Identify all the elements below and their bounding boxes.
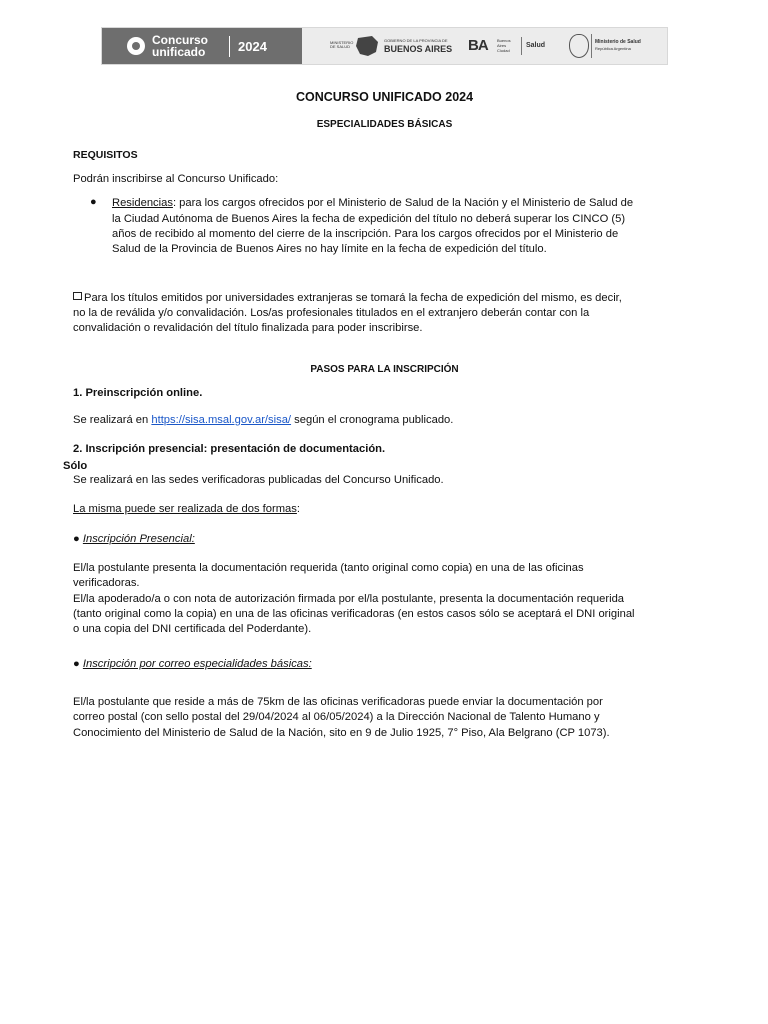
- pba-logo-bottom: BUENOS AIRES: [384, 44, 453, 54]
- bullet-icon: ●: [73, 533, 83, 545]
- nacion-logo-bottom: República Argentina: [595, 46, 631, 51]
- ba-logo: BA: [468, 37, 488, 54]
- pba-logo-top: GOBIERNO DE LA PROVINCIA DE: [384, 38, 448, 43]
- step1-pre: Se realizará en: [73, 414, 152, 426]
- extranjeros-text1: Para los títulos emitidos por universidades extranjeras se tomará la fecha de expedición del mismo, es decir,: [84, 292, 622, 304]
- ba-logo-sub3: Ciudad: [497, 48, 510, 53]
- checkbox-square-icon: [73, 292, 82, 300]
- step1-title: 1. Preinscripción online.: [73, 387, 203, 399]
- correo-heading-line: [73, 657, 696, 672]
- ministerio-salud-pba-logo: MINISTERIO DE SALUD: [330, 40, 354, 49]
- brand-year: 2024: [238, 39, 267, 54]
- step2-title: 2. Inscripción presencial: presentación de documentación.: [73, 443, 386, 455]
- correo-line1: El/la postulante que reside a más de 75km de las oficinas verificadoras puede enviar la documentación por: [73, 696, 603, 708]
- presencial-line2: verificadoras.: [73, 577, 140, 589]
- bullet-icon: ●: [73, 658, 83, 670]
- step2-text: Se realizará en las sedes verificadoras publicadas del Concurso Unificado.: [73, 474, 444, 486]
- correo-line2: correo postal (con sello postal del 29/04/2024 al 06/05/2024) a la Dirección Nacional de Talento Humano y: [73, 711, 600, 723]
- presencial-heading-line: [73, 532, 696, 547]
- formas-colon: :: [296, 503, 300, 515]
- nacion-logo-top: Ministerio de Salud: [595, 39, 641, 45]
- concurso-unificado-logo: [102, 28, 302, 64]
- brand-divider: [229, 36, 230, 57]
- extranjeros-line2: no la de reválida y/o convalidación. Los/as profesionales titulados en el extranjero deberán contar con la: [73, 307, 590, 319]
- step1-text: [73, 413, 696, 428]
- nacion-divider: [591, 34, 592, 58]
- header-banner: [101, 27, 668, 65]
- residencias-line1: [112, 196, 696, 211]
- formas-line: [73, 502, 696, 517]
- extranjeros-line3: convalidación o revalidación del título finalizada para poder inscribirse.: [73, 322, 423, 334]
- province-map-icon: [354, 34, 380, 58]
- brand-line2: unificado: [152, 45, 206, 59]
- page-title: CONCURSO UNIFICADO 2024: [295, 90, 474, 104]
- extranjeros-line1: [73, 291, 696, 306]
- ba-logo-sub1: Buenos: [497, 38, 511, 43]
- ba-divider: [521, 37, 522, 55]
- solo-label: Sólo: [63, 460, 88, 472]
- national-seal-icon: [569, 34, 589, 58]
- residencias-line4: Salud de la Provincia de Buenos Aires no hay límite en la fecha de expedición del título.: [112, 243, 547, 255]
- page-subtitle: ESPECIALIDADES BÁSICAS: [316, 119, 453, 130]
- requisitos-intro: Podrán inscribirse al Concurso Unificado:: [73, 173, 279, 185]
- brand-line1: Concurso: [152, 33, 209, 47]
- correo-line3: Conocimiento del Ministerio de Salud de la Nación, sito en 9 de Julio 1925, 7° Piso, Ala Belgrano (CP 1073).: [73, 727, 610, 739]
- residencias-label: Residencias: [112, 197, 173, 209]
- requisitos-heading: REQUISITOS: [73, 149, 138, 161]
- presencial-line3: El/la apoderado/a o con nota de autorización firmada por el/la postulante, presenta la documentación requerida: [73, 593, 625, 605]
- residencias-line3: años de recibido al momento del cierre de la inscripción. Para los cargos ofrecidos por el Ministerio de: [112, 228, 619, 240]
- correo-heading: Inscripción por correo especialidades básicas:: [82, 658, 312, 670]
- ba-salud-label: Salud: [526, 42, 546, 49]
- step1-post: según el cronograma publicado.: [291, 414, 454, 426]
- ba-logo-sub2: Aires: [497, 43, 507, 48]
- bullet-icon: ●: [90, 196, 97, 208]
- residencias-text: : para los cargos ofrecidos por el Ministerio de Salud de la Nación y el Ministerio de Salud de: [172, 197, 634, 209]
- presencial-line5: o una copia del DNI certificada del Poderdante).: [73, 623, 312, 635]
- residencias-line2: la Ciudad Autónoma de Buenos Aires la fecha de expedición del título no deberá superar los CINCO (5): [112, 213, 626, 225]
- presencial-line1: El/la postulante presenta la documentación requerida (tanto original como copia) en una de las oficinas: [73, 562, 584, 574]
- presencial-line4: (tanto original como la copia) en una de las oficinas verificadoras (en estos casos sólo se aceptará el DNI original: [73, 608, 635, 620]
- pasos-heading: PASOS PARA LA INSCRIPCIÓN: [310, 364, 459, 375]
- concurso-logo-icon: [127, 37, 145, 55]
- presencial-heading: Inscripción Presencial:: [82, 533, 195, 545]
- formas-label: La misma puede ser realizada de dos formas: [73, 503, 297, 515]
- sisa-link[interactable]: https://sisa.msal.gov.ar/sisa/: [151, 414, 292, 426]
